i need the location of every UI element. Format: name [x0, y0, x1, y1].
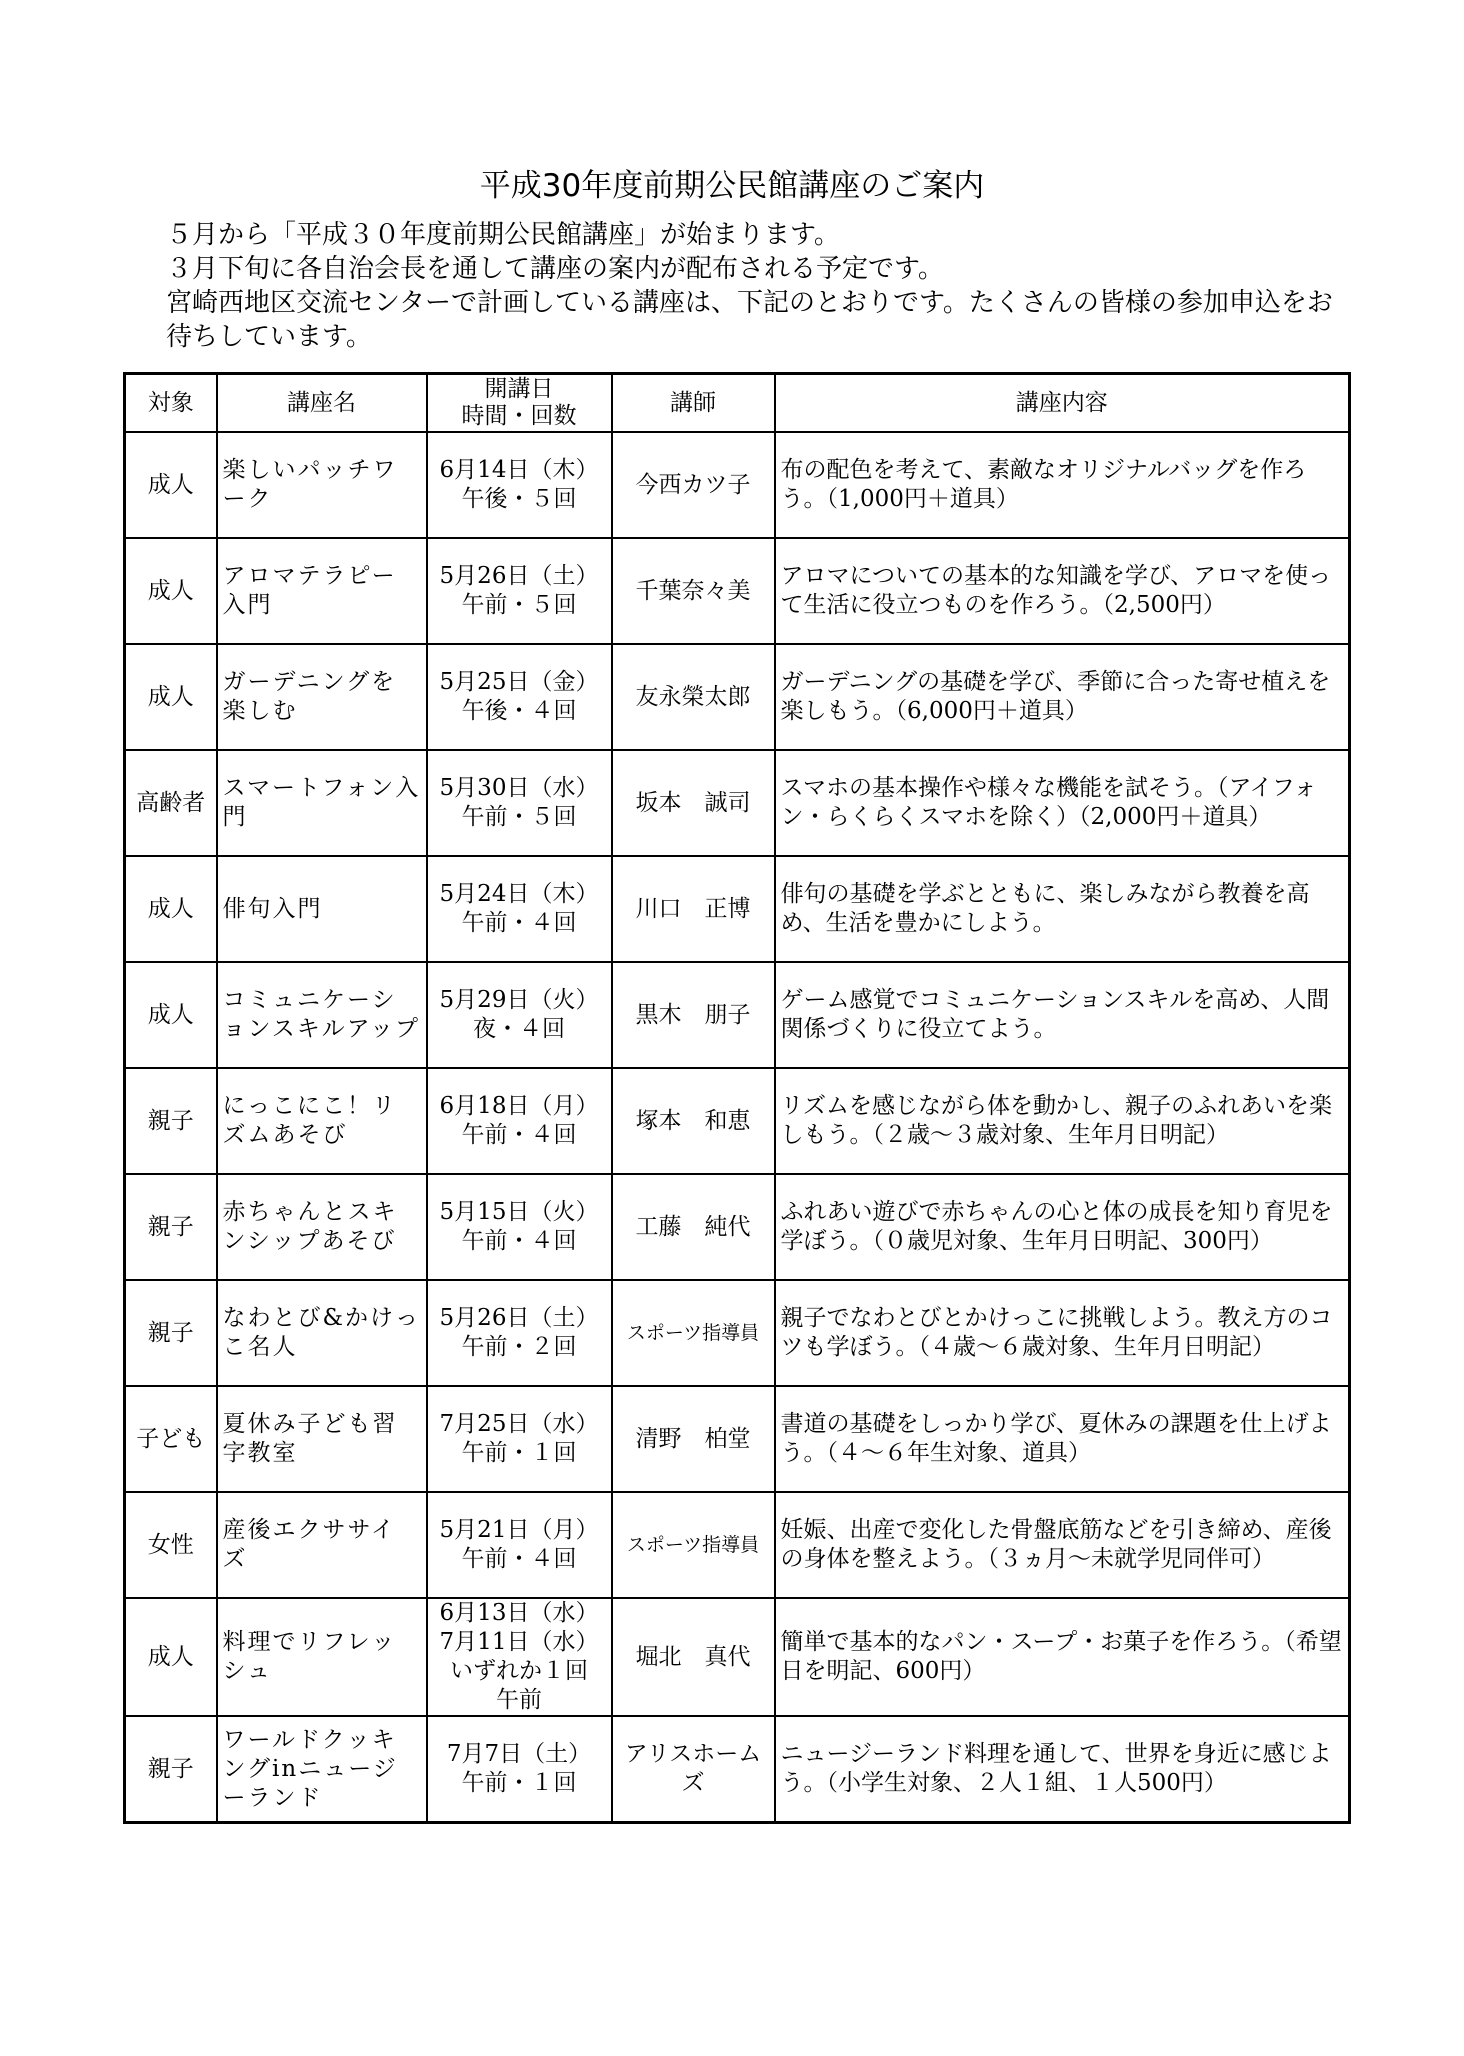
course-name: 夏休み子ども習字教室 — [217, 1386, 427, 1492]
course-date-line: 午前・２回 — [461, 1334, 577, 1360]
course-date-line: 午前・４回 — [461, 910, 577, 936]
course-date-line: 7月7日（土） — [446, 1741, 592, 1767]
course-table-body — [125, 432, 1350, 1823]
course-date-line: 5月26日（土） — [439, 1305, 599, 1331]
intro-line-2: ３月下旬に各自治会長を通して講座の案内が配布される予定です。 — [166, 254, 944, 284]
course-date-line: 午前・１回 — [461, 1770, 577, 1796]
table-row — [125, 432, 1350, 538]
course-content: 簡単で基本的なパン・スープ・お菓子を作ろう。（希望日を明記、600円） — [775, 1598, 1350, 1716]
header-content: 講座内容 — [775, 374, 1350, 433]
course-target: 女性 — [125, 1492, 217, 1598]
course-date-line: 5月30日（水） — [439, 775, 599, 801]
course-instructor: 塚本 和恵 — [612, 1068, 775, 1174]
course-name: 赤ちゃんとスキンシップあそび — [217, 1174, 427, 1280]
course-instructor: アリスホームズ — [612, 1716, 775, 1823]
course-table — [123, 372, 1351, 1824]
course-name: 楽しいパッチワーク — [217, 432, 427, 538]
course-target: 高齢者 — [125, 750, 217, 856]
course-instructor: 工藤 純代 — [612, 1174, 775, 1280]
course-name: にっこにこ！リズムあそび — [217, 1068, 427, 1174]
course-date-line: 5月21日（月） — [439, 1517, 599, 1543]
course-target: 親子 — [125, 1280, 217, 1386]
course-date — [427, 644, 612, 750]
course-date-line: 5月24日（木） — [439, 881, 599, 907]
table-row — [125, 1280, 1350, 1386]
header-instructor: 講師 — [612, 374, 775, 433]
table-row — [125, 1716, 1350, 1823]
course-date-line: 午前・５回 — [461, 592, 577, 618]
course-name: スマートフォン入門 — [217, 750, 427, 856]
course-target: 成人 — [125, 856, 217, 962]
table-row — [125, 856, 1350, 962]
course-content: 俳句の基礎を学ぶとともに、楽しみながら教養を高め、生活を豊かにしよう。 — [775, 856, 1350, 962]
course-date-line: 6月14日（木） — [439, 457, 599, 483]
course-date-line: 7月25日（水） — [439, 1411, 599, 1437]
course-target: 親子 — [125, 1174, 217, 1280]
course-name: 料理でリフレッシュ — [217, 1598, 427, 1716]
header-name: 講座名 — [217, 374, 427, 433]
course-date — [427, 1068, 612, 1174]
course-content: スマホの基本操作や様々な機能を試そう。（アイフォン・らくらくスマホを除く）（2,000円＋道具） — [775, 750, 1350, 856]
course-content: リズムを感じながら体を動かし、親子のふれあいを楽しもう。（２歳～３歳対象、生年月日明記） — [775, 1068, 1350, 1174]
course-date-line: 午前・５回 — [461, 804, 577, 830]
course-date — [427, 750, 612, 856]
table-row — [125, 644, 1350, 750]
course-date-line: 5月25日（金） — [439, 669, 599, 695]
course-date-line: 午前 — [496, 1687, 542, 1713]
course-name: ガーデニングを楽しむ — [217, 644, 427, 750]
page-title: 平成30年度前期公民館講座のご案内 — [479, 168, 985, 204]
header-date-line1: 開講日 — [484, 376, 554, 402]
course-date — [427, 1492, 612, 1598]
course-content: ガーデニングの基礎を学び、季節に合った寄せ植えを楽しもう。（6,000円＋道具） — [775, 644, 1350, 750]
course-target: 成人 — [125, 432, 217, 538]
course-date-line: 午後・５回 — [461, 486, 577, 512]
course-date-line: 午前・４回 — [461, 1122, 577, 1148]
course-instructor: 千葉奈々美 — [612, 538, 775, 644]
course-name: なわとび&かけっこ名人 — [217, 1280, 427, 1386]
course-date-line: 午前・４回 — [461, 1228, 577, 1254]
course-date-line: 5月15日（火） — [439, 1199, 599, 1225]
course-instructor: 坂本 誠司 — [612, 750, 775, 856]
course-name: コミュニケーションスキルアップ — [217, 962, 427, 1068]
course-date — [427, 538, 612, 644]
course-name: アロマテラピー入門 — [217, 538, 427, 644]
course-target: 成人 — [125, 644, 217, 750]
table-row — [125, 1174, 1350, 1280]
course-date-line: 夜・４回 — [473, 1016, 565, 1042]
table-row — [125, 1068, 1350, 1174]
intro-line-1: ５月から「平成３０年度前期公民館講座」が始まります。 — [166, 220, 840, 250]
course-date — [427, 1716, 612, 1823]
course-date-line: 午後・４回 — [461, 698, 577, 724]
course-target: 親子 — [125, 1716, 217, 1823]
table-row — [125, 962, 1350, 1068]
course-instructor: 今西カツ子 — [612, 432, 775, 538]
header-date-line2: 時間・回数 — [461, 403, 577, 429]
course-instructor: 川口 正博 — [612, 856, 775, 962]
course-date-line: 5月29日（火） — [439, 987, 599, 1013]
course-date-line: 午前・１回 — [461, 1440, 577, 1466]
table-row — [125, 750, 1350, 856]
table-header-row — [125, 374, 1350, 433]
course-content: ふれあい遊びで赤ちゃんの心と体の成長を知り育児を学ぼう。（０歳児対象、生年月日明記、300円） — [775, 1174, 1350, 1280]
course-instructor: 堀北 真代 — [612, 1598, 775, 1716]
course-date-line: 午前・４回 — [461, 1546, 577, 1572]
table-row — [125, 1386, 1350, 1492]
course-date-line: 5月26日（土） — [439, 563, 599, 589]
course-content: 書道の基礎をしっかり学び、夏休みの課題を仕上げよう。（４～６年生対象、道具） — [775, 1386, 1350, 1492]
course-date-line: いずれか１回 — [450, 1658, 588, 1684]
course-content: 親子でなわとびとかけっこに挑戦しよう。教え方のコツも学ぼう。（４歳～６歳対象、生年月日明記） — [775, 1280, 1350, 1386]
course-name: ワールドクッキングinニュージーランド — [217, 1716, 427, 1823]
course-target: 成人 — [125, 1598, 217, 1716]
course-date — [427, 1386, 612, 1492]
header-date — [427, 374, 612, 433]
table-row — [125, 1492, 1350, 1598]
intro-text — [134, 218, 1344, 354]
course-content: 布の配色を考えて、素敵なオリジナルバッグを作ろう。（1,000円＋道具） — [775, 432, 1350, 538]
course-date-line: 6月18日（月） — [439, 1093, 599, 1119]
header-target: 対象 — [125, 374, 217, 433]
table-row — [125, 538, 1350, 644]
course-content: ゲーム感覚でコミュニケーションスキルを高め、人間関係づくりに役立てよう。 — [775, 962, 1350, 1068]
course-date — [427, 856, 612, 962]
course-target: 成人 — [125, 962, 217, 1068]
course-instructor: スポーツ指導員 — [612, 1492, 775, 1598]
course-date-line: 6月13日（水） — [439, 1600, 599, 1626]
course-name: 俳句入門 — [217, 856, 427, 962]
course-instructor: 黒木 朋子 — [612, 962, 775, 1068]
course-name: 産後エクササイズ — [217, 1492, 427, 1598]
course-date-line: 7月11日（水） — [439, 1629, 599, 1655]
course-date — [427, 1280, 612, 1386]
course-date — [427, 432, 612, 538]
course-target: 子ども — [125, 1386, 217, 1492]
table-row — [125, 1598, 1350, 1716]
course-content: ニュージーランド料理を通して、世界を身近に感じよう。（小学生対象、２人１組、１人500円） — [775, 1716, 1350, 1823]
course-content: アロマについての基本的な知識を学び、アロマを使って生活に役立つものを作ろう。（2,500円） — [775, 538, 1350, 644]
course-target: 親子 — [125, 1068, 217, 1174]
course-instructor: 清野 柏堂 — [612, 1386, 775, 1492]
course-target: 成人 — [125, 538, 217, 644]
intro-line-3: 宮崎西地区交流センターで計画している講座は、下記のとおりです。たくさんの皆様の参加申込をお待ちしています。 — [166, 288, 1333, 352]
course-date — [427, 962, 612, 1068]
course-content: 妊娠、出産で変化した骨盤底筋などを引き締め、産後の身体を整えよう。（３ヵ月～未就学児同伴可） — [775, 1492, 1350, 1598]
course-instructor: 友永榮太郎 — [612, 644, 775, 750]
course-date — [427, 1598, 612, 1716]
course-date — [427, 1174, 612, 1280]
course-instructor: スポーツ指導員 — [612, 1280, 775, 1386]
